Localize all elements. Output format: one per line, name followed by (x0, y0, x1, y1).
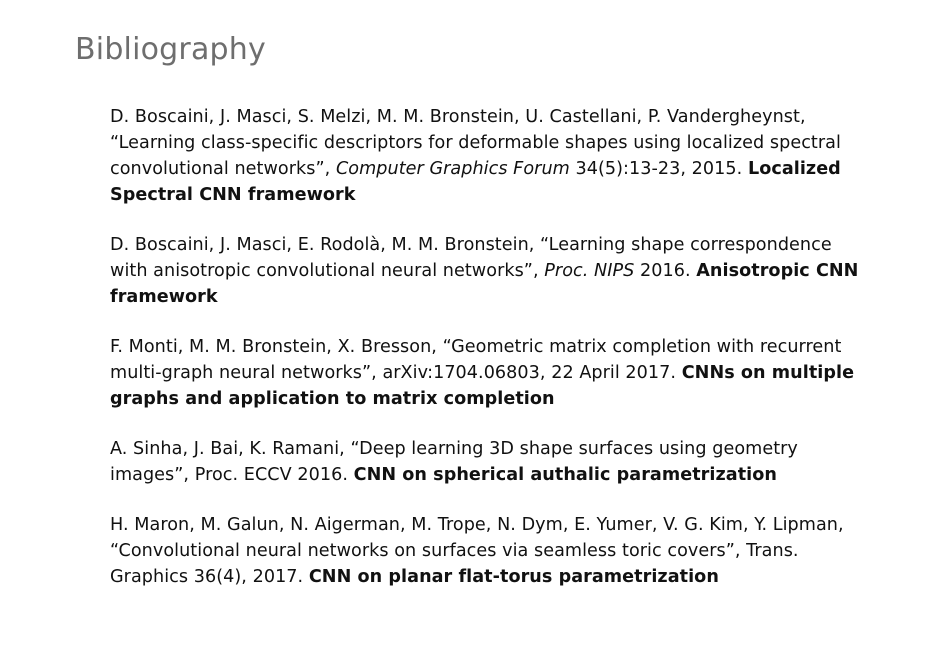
bibliography-list (110, 104, 870, 614)
entry-venue: Computer Graphics Forum (335, 159, 570, 179)
entry-citation-text: D. Boscaini, J. Masci, S. Melzi, M. M. Bronstein, U. Castellani, P. Vandergheynst, “Learning class-specific descriptors for deformable shapes using localized spectral convolutional networks”, (110, 107, 841, 179)
bibliography-entry-5 (110, 512, 870, 590)
entry-note: CNNs on multiple graphs and application to matrix completion (110, 363, 855, 409)
bibliography-entry-2 (110, 232, 870, 310)
entry-venue: Proc. NIPS (544, 261, 635, 281)
page-title: Bibliography (75, 32, 266, 67)
bibliography-entry-3 (110, 334, 870, 412)
entry-note: CNN on spherical authalic parametrization (353, 465, 777, 485)
bibliography-entry-4 (110, 436, 870, 488)
bibliography-entry-1 (110, 104, 870, 208)
entry-citation-text: A. Sinha, J. Bai, K. Ramani, “Deep learning 3D shape surfaces using geometry images”, Proc. ECCV 2016. (110, 439, 798, 485)
entry-note: CNN on planar flat-torus parametrization (308, 567, 719, 587)
entry-citation-text: H. Maron, M. Galun, N. Aigerman, M. Trope, N. Dym, E. Yumer, V. G. Kim, Y. Lipman, “Convolutional neural networks on surfaces via seamless toric covers”, Trans. Graphics 36(4), 2017. (110, 515, 844, 587)
entry-citation-tail: 34(5):13-23, 2015. (569, 159, 748, 179)
entry-citation-tail: 2016. (634, 261, 697, 281)
entry-note: Anisotropic CNN framework (110, 261, 859, 307)
entry-citation-text: D. Boscaini, J. Masci, E. Rodolà, M. M. Bronstein, “Learning shape correspondence with anisotropic convolutional neural networks”, (110, 235, 832, 281)
entry-note: Localized Spectral CNN framework (110, 159, 841, 205)
entry-citation-text: F. Monti, M. M. Bronstein, X. Bresson, “Geometric matrix completion with recurrent multi-graph neural networks”, arXiv:1704.06803, 22 April 2017. (110, 337, 842, 383)
